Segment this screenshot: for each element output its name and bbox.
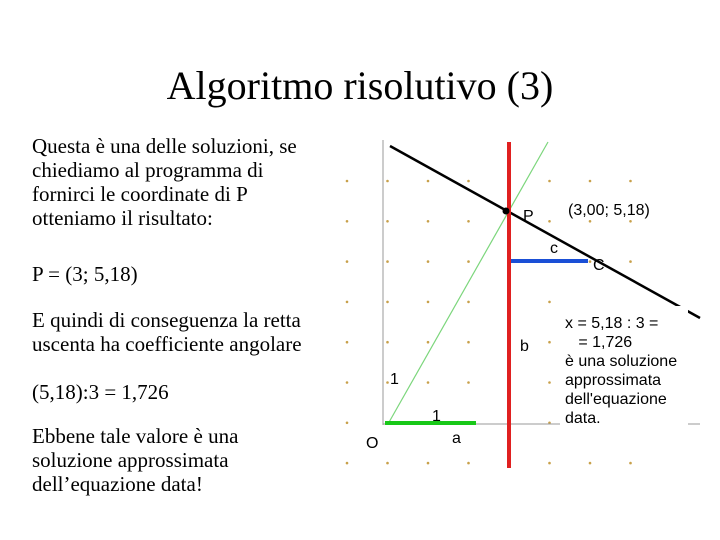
grid-dot [386, 220, 389, 223]
grid-dot [589, 180, 592, 183]
grid-dot [346, 462, 349, 465]
label-b: b [520, 338, 529, 355]
grid-dot [467, 341, 470, 344]
grid-dot [346, 180, 349, 183]
ratio-text: (5,18):3 = 1,726 [32, 380, 169, 404]
label-one-vertical: 1 [390, 371, 399, 388]
grid-dot [467, 462, 470, 465]
grid-dot [427, 301, 430, 304]
grid-dot [346, 301, 349, 304]
grid-dot [629, 462, 632, 465]
grid-dot [467, 220, 470, 223]
grid-dot [589, 260, 592, 263]
grid-dot [467, 301, 470, 304]
grid-dot [427, 260, 430, 263]
slope-paragraph: E quindi di conseguenza la retta uscenta ha coefficiente angolare [32, 308, 302, 356]
grid-dot [467, 260, 470, 263]
point-p-label: P [523, 208, 534, 225]
grid-dot [346, 220, 349, 223]
label-one-horizontal: 1 [432, 408, 441, 425]
grid-dot [427, 341, 430, 344]
grid-dot [346, 381, 349, 384]
point-p-coordinates: (3,00; 5,18) [568, 202, 650, 219]
grid-dot [548, 301, 551, 304]
label-c-lower: c [550, 240, 558, 257]
falling-line [390, 146, 700, 318]
grid-dot [427, 180, 430, 183]
grid-dot [548, 220, 551, 223]
grid-dot [386, 462, 389, 465]
label-a: a [452, 430, 461, 447]
grid-dot [467, 381, 470, 384]
grid-dot [629, 220, 632, 223]
grid-dot [386, 341, 389, 344]
result-text: P = (3; 5,18) [32, 262, 138, 286]
grid-dot [548, 381, 551, 384]
grid-dot [346, 260, 349, 263]
grid-dot [386, 260, 389, 263]
grid-dot [589, 220, 592, 223]
note-line: data. [565, 410, 601, 427]
grid-dot [386, 301, 389, 304]
grid-dot [548, 462, 551, 465]
intro-paragraph: Questa è una delle soluzioni, se chiediamo al programma di fornirci le coordinate di P otteniamo il risultato: [32, 134, 297, 230]
grid-dot [427, 381, 430, 384]
grid-dot [346, 422, 349, 425]
note-line: è una soluzione [565, 353, 678, 370]
grid-dot [386, 381, 389, 384]
slide-title: Algoritmo risolutivo (3) [166, 63, 554, 108]
note-line: = 1,726 [565, 334, 633, 351]
grid-dot [548, 180, 551, 183]
grid-dot [427, 462, 430, 465]
grid-dot [386, 180, 389, 183]
note-line: x = 5,18 : 3 = [565, 315, 659, 332]
note-line: approssimata [565, 372, 662, 389]
conclusion-paragraph: Ebbene tale valore è una soluzione approssimata dell’equazione data! [32, 424, 239, 496]
grid-dot [467, 180, 470, 183]
grid-dot [346, 341, 349, 344]
point-p [503, 208, 510, 215]
label-c-upper: C [593, 257, 605, 274]
note-line: dell'equazione [565, 391, 667, 408]
grid-dot [427, 220, 430, 223]
label-origin: O [366, 435, 379, 452]
grid-dot [629, 260, 632, 263]
grid-dot [589, 462, 592, 465]
grid-dot [629, 180, 632, 183]
grid-dot [548, 341, 551, 344]
